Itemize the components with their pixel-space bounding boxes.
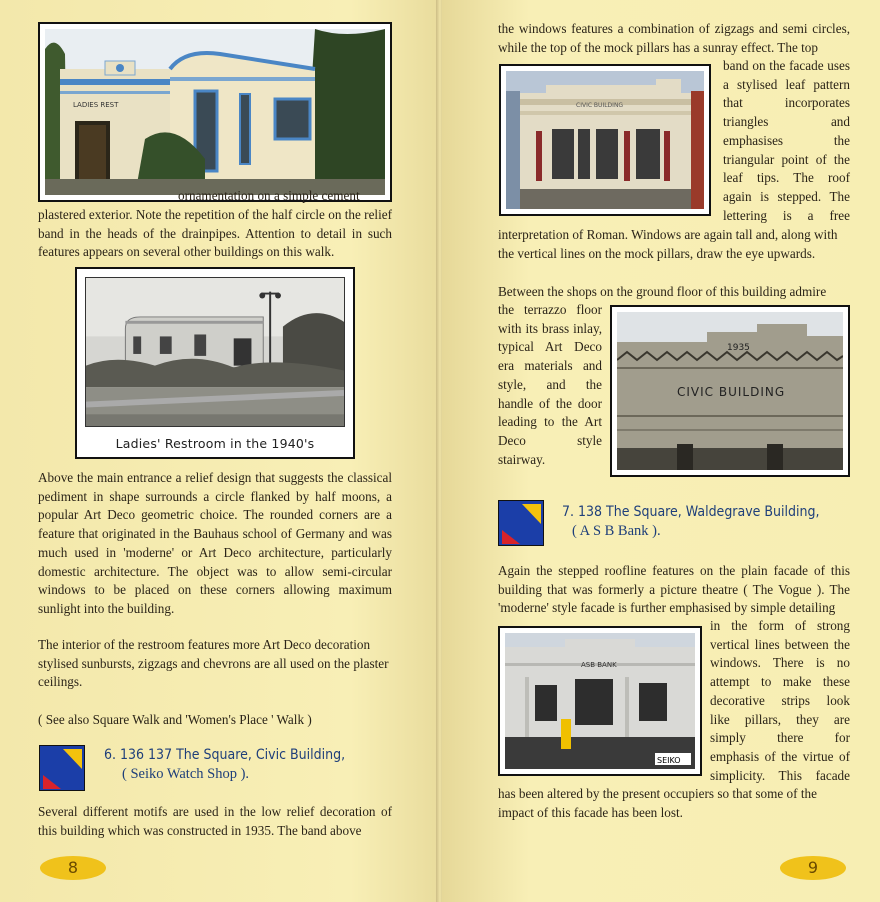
side-line: emphasis of the virtue of [710,748,850,764]
side-lines-1 [723,57,850,225]
page-number-left: 8 [40,856,106,880]
left-paragraph-1: plastered exterior. Note the repetition of the half circle on the relief band in the heads of the drainpipes. Attention to detail in such features appears on several other buildings on this walk. [38,207,392,260]
civic-sign-small: CIVIC BUILDING [576,102,624,109]
see-also-note: ( See also Square Walk and 'Women's Place ' Walk ) [38,712,312,727]
side-line: stairway. [498,451,546,467]
side-line: lettering is a free [723,207,850,223]
left-paragraph-4: Several different motifs are used in the low relief decoration of this building which was constructed in 1935. The band above [38,804,392,838]
side-lines-2 [498,301,602,469]
photo-caption: Ladies' Restroom in the 1940's [115,436,315,451]
side-lines-3 [710,617,850,785]
right-paragraph-2-top: Between the shops on the ground floor of this building admire [498,284,827,299]
page-number-right: 9 [780,856,846,880]
civic-detail-image [617,312,843,470]
side-line: that incorporates [723,95,850,111]
right-paragraph-3-side [710,617,850,785]
side-line: Deco style [498,432,602,448]
section-6-title: 6. 136 137 The Square, Civic Building, [104,747,346,763]
side-line: triangular point of the [723,151,850,167]
side-line: triangles and [723,114,850,130]
side-line: simply there for [710,730,850,746]
side-line: emphasises the [723,132,850,148]
side-line: leading to the Art [498,414,602,430]
side-line: again is stepped. The [723,188,850,204]
right-paragraph-3-top: Again the stepped roofline features on the plain facade of this building that was formerly a picture theatre ( The Vogue ). The 'moderne' style facade is further emphasised by simple detailing [498,563,850,616]
side-line: simplicity. This facade [710,767,850,783]
section-7-title: 7. 138 The Square, Waldegrave Building, [562,504,820,520]
side-line: leaf tips. The roof [723,170,850,186]
art-deco-logo-icon [39,745,85,791]
ladies-restroom-1940s-photo [75,267,355,459]
left-paragraph-2: Above the main entrance a relief design that suggests the classical pediment in shape surrounds a circle flanked by half moons, a popular Art Deco geometric choice. The rounded corners are a feature that originated in the Bauhaus school of Germany and was much used in 'moderne' or Art Deco architecture, particularly domestic architecture. The object was to allow semi-circular windows to be placed on these corners allowing maximum sunlight into the building. [38,470,392,616]
asb-bank-image [505,633,695,769]
side-line: a stylised leaf pattern [723,76,850,92]
side-line: the terrazzo floor [498,302,602,317]
seiko-sign: SEIKO [657,756,681,765]
civic-building-color-image [506,71,704,209]
left-paragraph-3: The interior of the restroom features more Art Deco decoration stylised sunbursts, zigzags and chevrons are all used on the plaster ceilings. [38,637,389,690]
continued-text-line: ornamentation on a simple cement [178,188,360,203]
civic-building-detail-photo [610,305,850,477]
side-line: typical Art Deco [498,339,602,355]
right-paragraph-1-side [723,57,850,225]
side-line: vertical lines between the [710,636,850,652]
civic-sign-year: 1935 [727,343,750,353]
asb-sign: ASB BANK [581,661,617,669]
side-line: attempt to make these [710,674,850,690]
section-6-heading [104,746,404,784]
side-line: style, and the [498,376,602,392]
side-line: windows. There is no [710,655,850,671]
page-left [0,0,438,902]
right-paragraph-3-bottom: has been altered by the present occupiers so that some of the impact of this facade has been lost. [498,786,817,820]
side-line: with its brass inlay, [498,320,602,336]
art-deco-logo-icon-7 [498,500,544,546]
ladies-rest-color-photo [38,22,392,202]
side-line: band on the facade uses [723,58,850,73]
civic-building-color-photo [499,64,711,216]
section-6-subtitle: ( Seiko Watch Shop ). [122,766,250,782]
asb-bank-photo [498,626,702,776]
civic-sign-text: CIVIC BUILDING [677,385,786,399]
side-line: in the form of strong [710,618,850,633]
side-line: decorative strips look [710,692,850,708]
page-right [442,0,880,902]
ladies-rest-sign: LADIES REST [73,101,119,109]
section-7-subtitle: ( A S B Bank ). [572,523,661,539]
side-line: handle of the door [498,395,602,411]
right-paragraph-2-side [498,301,602,469]
section-7-heading [562,503,852,541]
ladies-rest-color-image [45,29,385,195]
side-line: like pillars, they are [710,711,850,727]
restroom-bw-image [86,278,344,426]
side-line: era materials and [498,358,602,374]
right-paragraph-1-bottom: interpretation of Roman. Windows are again tall and, along with the vertical lines on the mock pillars, draw the eye upwards. [498,227,838,261]
right-paragraph-1-top: the windows features a combination of zigzags and semi circles, while the top of the mock pillars has a sunray effect. The top [498,21,850,55]
